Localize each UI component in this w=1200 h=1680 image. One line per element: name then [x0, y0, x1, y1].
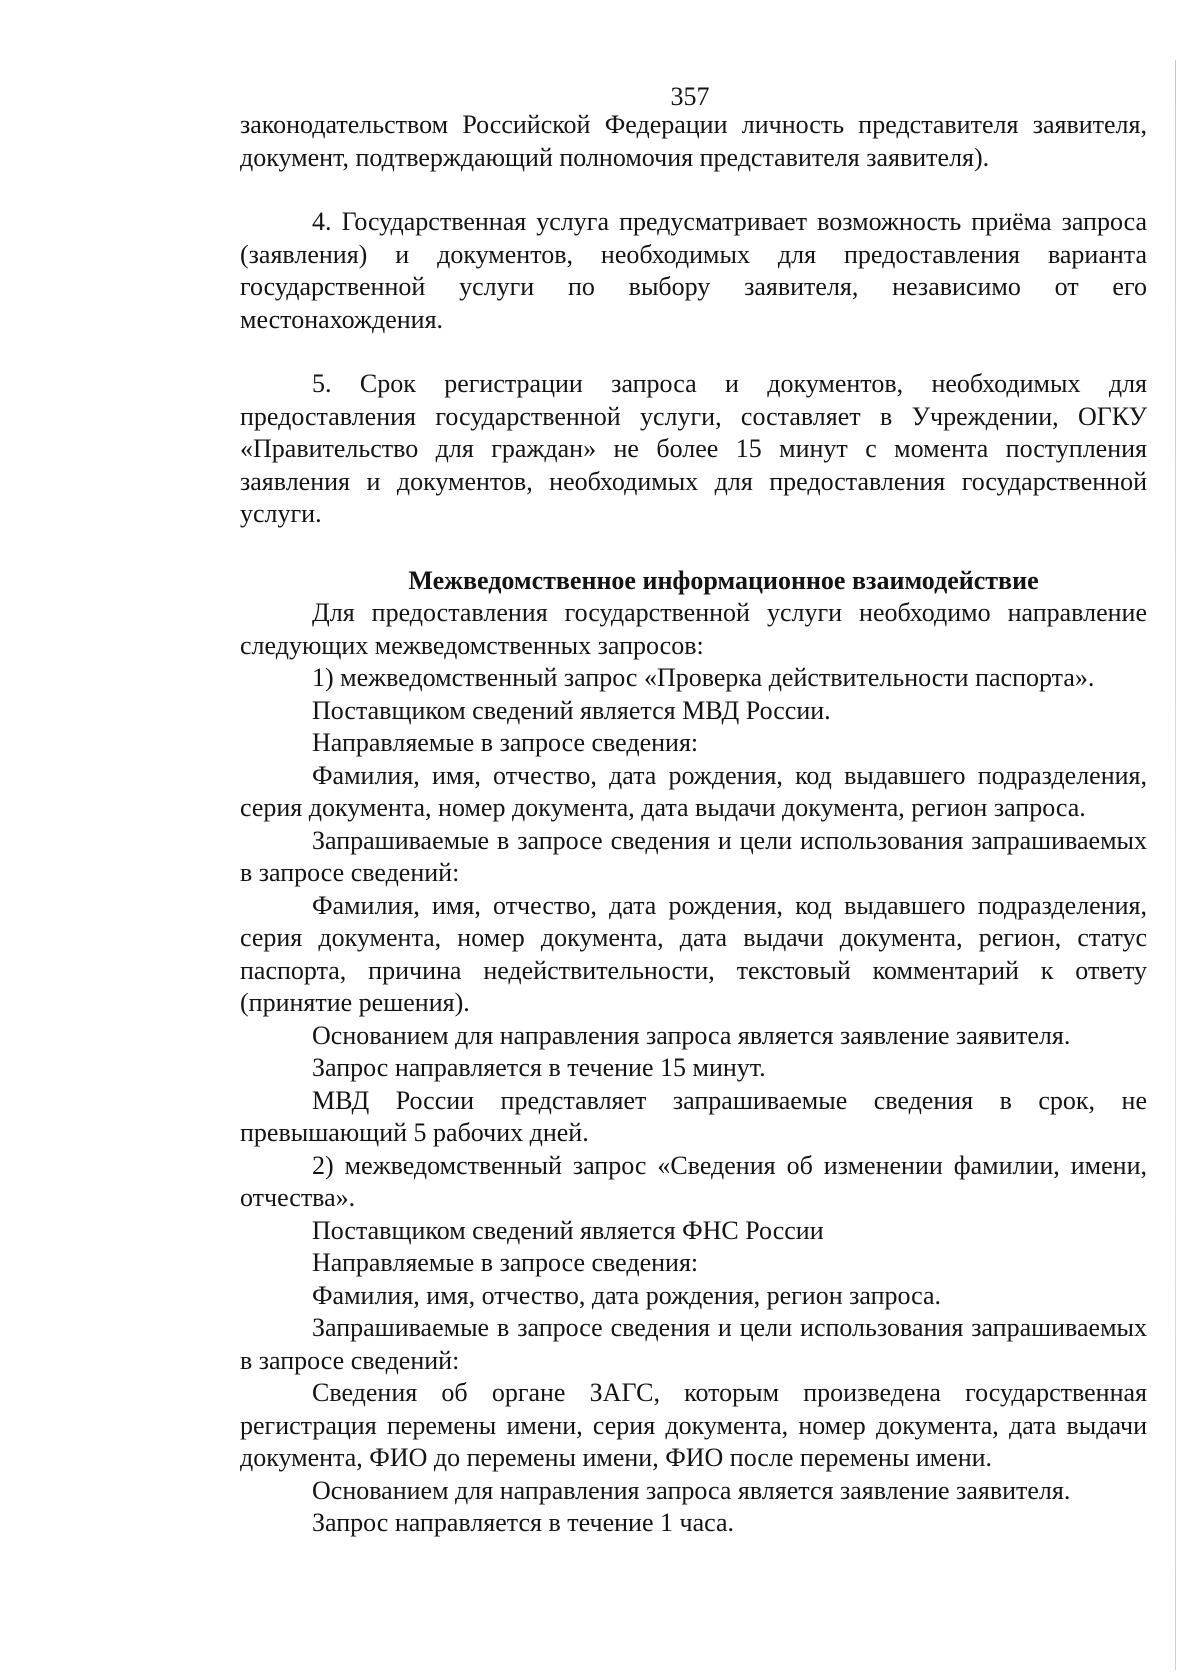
section-paragraph: Фамилия, имя, отчество, дата рождения, регион запроса.: [312, 1280, 942, 1310]
document-body: [240, 109, 1147, 1540]
scan-edge-line: [1175, 60, 1176, 1670]
section-paragraph: Направляемые в запросе сведения:: [312, 1248, 699, 1277]
section-paragraph: Направляемые в запросе сведения:: [312, 728, 699, 757]
section-paragraph: 2) межведомственный запрос «Сведения об изменении фамилии, имени, отчества».: [240, 1150, 1147, 1212]
section-paragraph: Поставщиком сведений является МВД России.: [312, 695, 831, 725]
section-paragraph: Запрос направляется в течение 15 минут.: [312, 1053, 766, 1082]
section-paragraph: Запрос направляется в течение 1 часа.: [312, 1508, 735, 1537]
section-paragraph: 1) межведомственный запрос «Проверка действительности паспорта».: [312, 663, 1095, 692]
section-paragraph: Запрашиваемые в запросе сведения и цели использования запрашиваемых в запросе сведений:: [240, 825, 1147, 887]
paragraph-item-5: 5. Срок регистрации запроса и документов, необходимых для предоставления государственной услуги, составляет в Учреждении, ОГКУ «Правительство для граждан» не более 15 минут с момента поступления заявления и документов, необходимых для предоставления государственной услуги.: [240, 369, 1147, 528]
page-number: 357: [670, 82, 710, 111]
section-paragraph: Поставщиком сведений является ФНС России: [312, 1215, 824, 1245]
paragraph-item-4: 4. Государственная услуга предусматривает возможность приёма запроса (заявления) и документов, необходимых для предоставления варианта государственной услуги по выбору заявителя, независимо от его местонахождения.: [240, 207, 1147, 334]
section-paragraph: Сведения об органе ЗАГС, которым произведена государственная регистрация перемены имени, серия документа, номер документа, дата выдачи документа, ФИО до перемены имени, ФИО после перемены имени.: [240, 1378, 1147, 1472]
section-paragraph: Для предоставления государственной услуги необходимо направление следующих межведомственных запросов:: [240, 598, 1147, 660]
section-paragraph: Запрашиваемые в запросе сведения и цели использования запрашиваемых в запросе сведений:: [240, 1313, 1147, 1375]
paragraph-continuation: законодательством Российской Федерации личность представителя заявителя, документ, подтверждающий полномочия представителя заявителя).: [240, 110, 1147, 172]
section-heading: Межведомственное информационное взаимодействие: [408, 565, 1039, 595]
section-paragraph: Фамилия, имя, отчество, дата рождения, код выдавшего подразделения, серия документа, номер документа, дата выдачи документа, регион запроса.: [240, 760, 1147, 822]
section-paragraph: Основанием для направления запроса является заявление заявителя.: [312, 1475, 1071, 1505]
section-paragraph: МВД России представляет запрашиваемые сведения в срок, не превышающий 5 рабочих дней.: [240, 1085, 1147, 1147]
section-paragraph: Основанием для направления запроса является заявление заявителя.: [312, 1020, 1071, 1050]
section-paragraph: Фамилия, имя, отчество, дата рождения, код выдавшего подразделения, серия документа, номер документа, дата выдачи документа, регион, статус паспорта, причина недействительности, текстовый комментарий к ответу (принятие решения).: [240, 890, 1147, 1017]
